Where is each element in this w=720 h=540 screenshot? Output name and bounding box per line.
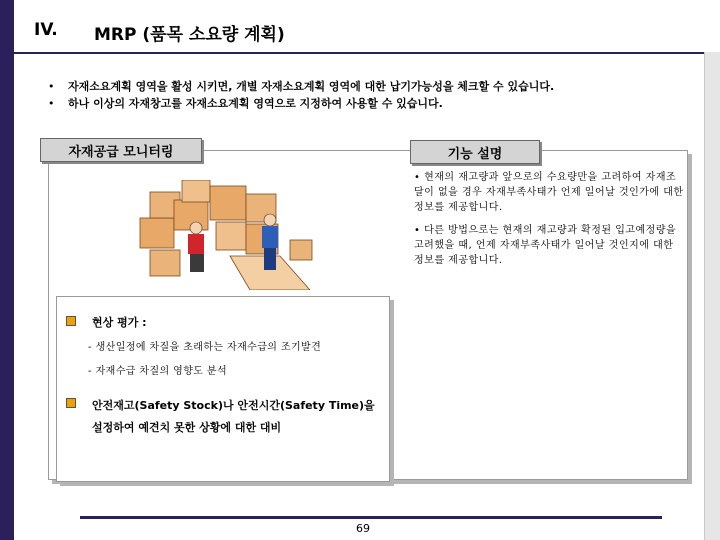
evaluation-subitem: - 자재수급 차질의 영향도 분석 <box>88 366 228 377</box>
slide-number: IV. <box>34 20 58 40</box>
worker-blue-figure <box>262 214 278 270</box>
box-stack <box>140 180 312 290</box>
orange-square-icon <box>66 316 76 326</box>
bullet-list <box>48 78 554 112</box>
safety-stock-heading: 안전재고(Safety Stock)나 안전시간(Safety Time)을 설정하여 예견치 못한 상황에 대한 대비 <box>92 399 375 434</box>
bullet-item <box>48 95 554 112</box>
page-number: 69 <box>356 522 370 535</box>
orange-square-icon <box>66 398 76 408</box>
description-paragraph: • 현재의 재고량과 앞으로의 수요량만을 고려하여 자재조달이 없을 경우 자재부족사태가 언제 일어날 것인가에 대한 정보를 제공합니다. <box>414 172 684 213</box>
header-supply-monitoring: 자재공급 모니터링 <box>40 138 202 162</box>
header-function-description: 기능 설명 <box>410 140 540 164</box>
footer-divider <box>80 516 662 519</box>
slide-title-text: MRP (품목 소요량 계획) <box>94 25 285 45</box>
description-paragraph: • 다른 방법으로는 현재의 재고량과 확정된 입고예정량을 고려했을 때, 언제 자재부족사태가 일어날 것인지에 대한 정보를 제공합니다. <box>414 225 677 266</box>
evaluation-subitem: - 생산일정에 차질을 초래하는 자재수급의 조기발견 <box>88 342 322 353</box>
bullet-marker: • <box>48 97 55 110</box>
warehouse-illustration <box>130 180 320 290</box>
vertical-scrollbar[interactable] <box>704 52 720 540</box>
bullet-item <box>48 78 554 95</box>
bullet-marker: • <box>48 80 55 93</box>
bullet-text: 하나 이상의 자재창고를 자재소요계획 영역으로 지정하여 사용할 수 있습니다. <box>68 97 443 110</box>
title-divider <box>14 52 704 54</box>
evaluation-heading: 현상 평가 : <box>92 316 147 329</box>
bullet-text: 자재소요계획 영역을 활성 시키면, 개별 자재소요계획 영역에 대한 납기가능성을 체크할 수 있습니다. <box>68 80 555 93</box>
worker-red-figure <box>188 222 204 272</box>
left-accent-bar <box>0 0 14 540</box>
function-description <box>414 170 684 288</box>
